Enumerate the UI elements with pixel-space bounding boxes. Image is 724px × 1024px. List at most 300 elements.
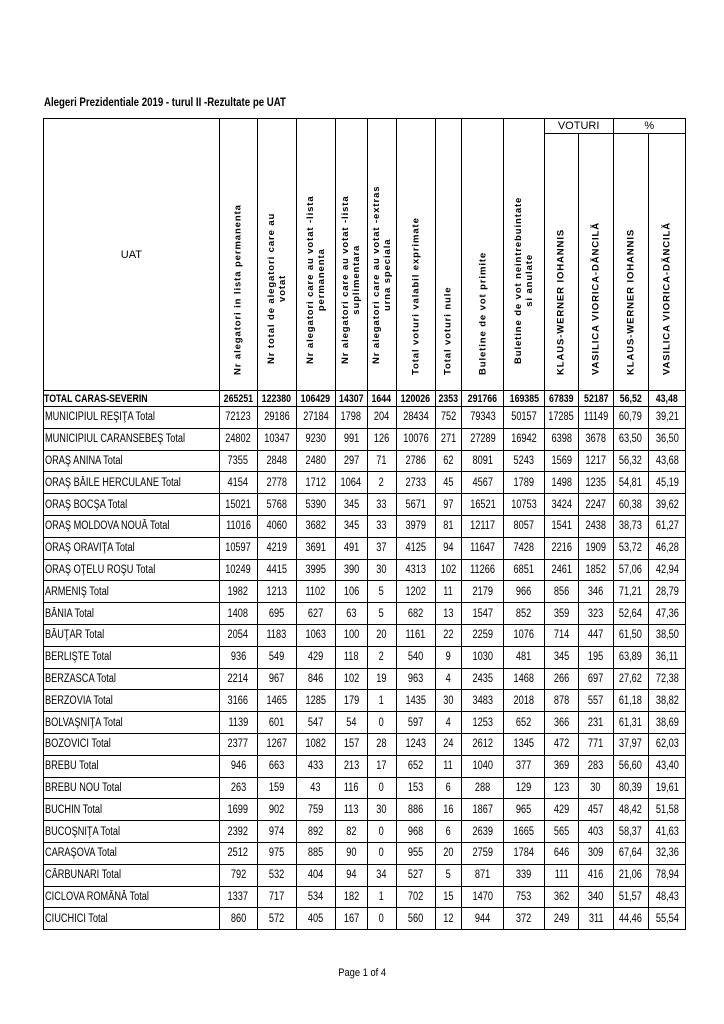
cell: 663	[257, 755, 296, 777]
cell: 1064	[335, 472, 367, 494]
cell: 48,42	[613, 799, 649, 821]
cell: 2214	[219, 668, 257, 690]
table-row	[44, 908, 686, 930]
cell: 4125	[396, 537, 435, 559]
cell: 48,43	[649, 886, 686, 908]
cell: 4415	[257, 559, 296, 581]
cell: 61,31	[613, 712, 649, 734]
cell: 17	[367, 755, 396, 777]
cell: 42,94	[649, 559, 686, 581]
cell: 94	[335, 864, 367, 886]
uat-name: BERZASCA Total	[44, 668, 220, 690]
cell: 2480	[296, 450, 335, 472]
cell: 28,79	[649, 581, 686, 603]
cell: 1569	[544, 450, 578, 472]
cell: 366	[544, 712, 578, 734]
cell: 0	[367, 908, 396, 930]
col-header: Nr alegatori care au votat -lista permanenta	[296, 119, 335, 391]
cell: 481	[504, 646, 544, 668]
uat-name: ORAŞ ANINA Total	[44, 450, 220, 472]
cell: 90	[335, 842, 367, 864]
page-title: Alegeri Prezidentiale 2019 - turul II -Rezultate pe UAT	[44, 97, 286, 109]
cell: 24	[435, 733, 461, 755]
cell: 846	[296, 668, 335, 690]
cell: 118	[335, 646, 367, 668]
col-header: KLAUS-WERNER IOHANNIS	[613, 134, 649, 391]
cell: 12117	[462, 515, 504, 537]
cell: 102	[435, 559, 461, 581]
table-row	[44, 755, 686, 777]
cell: 966	[504, 581, 544, 603]
cell: 1712	[296, 472, 335, 494]
cell: 50157	[504, 407, 544, 429]
cell: 682	[396, 603, 435, 625]
col-header: Buletine de vot neintrebuintate si anulate	[504, 119, 544, 391]
uat-name: MUNICIPIUL REŞIŢA Total	[44, 407, 220, 429]
cell: 94	[435, 537, 461, 559]
cell: 58,37	[613, 821, 649, 843]
cell: 714	[544, 624, 578, 646]
cell: 1982	[219, 581, 257, 603]
uat-name: CIUCHICI Total	[44, 908, 220, 930]
cell: 0	[367, 712, 396, 734]
cell: 30	[367, 559, 396, 581]
cell: 885	[296, 842, 335, 864]
cell: 1	[367, 690, 396, 712]
cell: 0	[367, 777, 396, 799]
cell: 63,89	[613, 646, 649, 668]
uat-name: ORAŞ BOCŞA Total	[44, 494, 220, 516]
cell: 852	[504, 603, 544, 625]
cell: 5	[367, 581, 396, 603]
cell: 11266	[462, 559, 504, 581]
cell: 1217	[579, 450, 613, 472]
uat-name: BERZOVIA Total	[44, 690, 220, 712]
cell: 2759	[462, 842, 504, 864]
cell: 116	[335, 777, 367, 799]
cell: 283	[579, 755, 613, 777]
cell: 472	[544, 733, 578, 755]
cell: 1102	[296, 581, 335, 603]
cell: 126	[367, 428, 396, 450]
table-row	[44, 515, 686, 537]
cell: 2259	[462, 624, 504, 646]
cell: 113	[335, 799, 367, 821]
table-row	[44, 428, 686, 450]
cell: 27184	[296, 407, 335, 429]
cell: 39,62	[649, 494, 686, 516]
cell: 2216	[544, 537, 578, 559]
uat-name: ORAŞ ORAVIŢA Total	[44, 537, 220, 559]
cell: 2	[367, 646, 396, 668]
cell: 72123	[219, 407, 257, 429]
cell: 1798	[335, 407, 367, 429]
cell: 369	[544, 755, 578, 777]
table-row	[44, 537, 686, 559]
cell: 120026	[396, 391, 435, 407]
cell: 2786	[396, 450, 435, 472]
cell: 54,81	[613, 472, 649, 494]
cell: 1541	[544, 515, 578, 537]
table-row	[44, 821, 686, 843]
cell: 1547	[462, 603, 504, 625]
table-row	[44, 603, 686, 625]
cell: 11149	[579, 407, 613, 429]
cell: 231	[579, 712, 613, 734]
cell: 213	[335, 755, 367, 777]
cell: 9	[435, 646, 461, 668]
cell: 1468	[504, 668, 544, 690]
cell: 122380	[257, 391, 296, 407]
cell: 8091	[462, 450, 504, 472]
cell: 43	[296, 777, 335, 799]
cell: 405	[296, 908, 335, 930]
cell: 2	[367, 472, 396, 494]
cell: 10753	[504, 494, 544, 516]
cell: 340	[579, 886, 613, 908]
table-row	[44, 712, 686, 734]
cell: 100	[335, 624, 367, 646]
cell: 2438	[579, 515, 613, 537]
table-row	[44, 777, 686, 799]
cell: 204	[367, 407, 396, 429]
cell: 79343	[462, 407, 504, 429]
votes-group-header: VOTURI	[544, 119, 613, 134]
cell: 3678	[579, 428, 613, 450]
cell: 1076	[504, 624, 544, 646]
cell: 167	[335, 908, 367, 930]
cell: 752	[435, 407, 461, 429]
cell: 61,18	[613, 690, 649, 712]
cell: 56,32	[613, 450, 649, 472]
cell: 2392	[219, 821, 257, 843]
cell: 2778	[257, 472, 296, 494]
cell: 15	[435, 886, 461, 908]
cell: 265251	[219, 391, 257, 407]
cell: 9230	[296, 428, 335, 450]
uat-name: ORAŞ BĂILE HERCULANE Total	[44, 472, 220, 494]
table-row	[44, 690, 686, 712]
cell: 1213	[257, 581, 296, 603]
cell: 60,38	[613, 494, 649, 516]
cell: 717	[257, 886, 296, 908]
cell: 63	[335, 603, 367, 625]
uat-name: CĂRBUNARI Total	[44, 864, 220, 886]
cell: 51,57	[613, 886, 649, 908]
cell: 3424	[544, 494, 578, 516]
cell: 1285	[296, 690, 335, 712]
cell: 2461	[544, 559, 578, 581]
cell: 30	[435, 690, 461, 712]
cell: 3979	[396, 515, 435, 537]
col-header: Nr total de alegatori care au votat	[257, 119, 296, 391]
cell: 16	[435, 799, 461, 821]
uat-name: BĂUŢAR Total	[44, 624, 220, 646]
cell: 403	[579, 821, 613, 843]
cell: 10076	[396, 428, 435, 450]
cell: 38,82	[649, 690, 686, 712]
cell: 5	[367, 603, 396, 625]
cell: 43,68	[649, 450, 686, 472]
cell: 771	[579, 733, 613, 755]
cell: 71,21	[613, 581, 649, 603]
cell: 311	[579, 908, 613, 930]
cell: 5768	[257, 494, 296, 516]
cell: 963	[396, 668, 435, 690]
cell: 33	[367, 515, 396, 537]
cell: 5390	[296, 494, 335, 516]
cell: 6	[435, 777, 461, 799]
cell: 309	[579, 842, 613, 864]
cell: 78,94	[649, 864, 686, 886]
cell: 429	[544, 799, 578, 821]
cell: 43,40	[649, 755, 686, 777]
cell: 372	[504, 908, 544, 930]
cell: 157	[335, 733, 367, 755]
col-header: Total voturi valabil exprimate	[396, 119, 435, 391]
uat-name: ORAŞ MOLDOVA NOUĂ Total	[44, 515, 220, 537]
cell: 345	[335, 494, 367, 516]
cell: 345	[544, 646, 578, 668]
cell: 72,38	[649, 668, 686, 690]
cell: 1	[367, 886, 396, 908]
cell: 753	[504, 886, 544, 908]
cell: 892	[296, 821, 335, 843]
cell: 1784	[504, 842, 544, 864]
table-row	[44, 864, 686, 886]
cell: 80,39	[613, 777, 649, 799]
cell: 1644	[367, 391, 396, 407]
cell: 17285	[544, 407, 578, 429]
cell: 1253	[462, 712, 504, 734]
cell: 102	[335, 668, 367, 690]
cell: 4	[435, 668, 461, 690]
cell: 1161	[396, 624, 435, 646]
cell: 547	[296, 712, 335, 734]
cell: 759	[296, 799, 335, 821]
cell: 45	[435, 472, 461, 494]
cell: 7428	[504, 537, 544, 559]
cell: 878	[544, 690, 578, 712]
cell: 30	[579, 777, 613, 799]
cell: 36,50	[649, 428, 686, 450]
uat-name: BERLIŞTE Total	[44, 646, 220, 668]
cell: 0	[367, 842, 396, 864]
cell: 2377	[219, 733, 257, 755]
total-row	[44, 391, 686, 407]
cell: 67839	[544, 391, 578, 407]
cell: 21,06	[613, 864, 649, 886]
table-row	[44, 886, 686, 908]
cell: 2353	[435, 391, 461, 407]
cell: 447	[579, 624, 613, 646]
cell: 702	[396, 886, 435, 908]
cell: 646	[544, 842, 578, 864]
cell: 991	[335, 428, 367, 450]
table-row	[44, 559, 686, 581]
cell: 2179	[462, 581, 504, 603]
cell: 27289	[462, 428, 504, 450]
cell: 532	[257, 864, 296, 886]
cell: 1470	[462, 886, 504, 908]
cell: 46,28	[649, 537, 686, 559]
cell: 28	[367, 733, 396, 755]
cell: 4060	[257, 515, 296, 537]
cell: 45,19	[649, 472, 686, 494]
cell: 2018	[504, 690, 544, 712]
cell: 627	[296, 603, 335, 625]
cell: 62	[435, 450, 461, 472]
cell: 288	[462, 777, 504, 799]
cell: 1909	[579, 537, 613, 559]
cell: 695	[257, 603, 296, 625]
cell: 565	[544, 821, 578, 843]
cell: 19,61	[649, 777, 686, 799]
cell: 11647	[462, 537, 504, 559]
cell: 34	[367, 864, 396, 886]
cell: 179	[335, 690, 367, 712]
cell: 22	[435, 624, 461, 646]
cell: 652	[396, 755, 435, 777]
cell: 7355	[219, 450, 257, 472]
cell: 97	[435, 494, 461, 516]
cell: 10249	[219, 559, 257, 581]
cell: 297	[335, 450, 367, 472]
cell: 1030	[462, 646, 504, 668]
table-row	[44, 494, 686, 516]
cell: 0	[367, 821, 396, 843]
cell: 106	[335, 581, 367, 603]
cell: 1267	[257, 733, 296, 755]
cell: 38,73	[613, 515, 649, 537]
uat-name: ARMENIŞ Total	[44, 581, 220, 603]
cell: 6851	[504, 559, 544, 581]
cell: 6	[435, 821, 461, 843]
cell: 60,79	[613, 407, 649, 429]
cell: 1867	[462, 799, 504, 821]
cell: 52,64	[613, 603, 649, 625]
table-row	[44, 646, 686, 668]
cell: 41,63	[649, 821, 686, 843]
cell: 61,50	[613, 624, 649, 646]
cell: 968	[396, 821, 435, 843]
cell: 4154	[219, 472, 257, 494]
cell: 15021	[219, 494, 257, 516]
cell: 63,50	[613, 428, 649, 450]
cell: 82	[335, 821, 367, 843]
cell: 249	[544, 908, 578, 930]
cell: 129	[504, 777, 544, 799]
cell: 159	[257, 777, 296, 799]
cell: 936	[219, 646, 257, 668]
cell: 5	[435, 864, 461, 886]
cell: 377	[504, 755, 544, 777]
cell: 2639	[462, 821, 504, 843]
cell: 123	[544, 777, 578, 799]
cell: 860	[219, 908, 257, 930]
cell: 1852	[579, 559, 613, 581]
col-header: Total voturi nule	[435, 119, 461, 391]
col-header: KLAUS-WERNER IOHANNIS	[544, 134, 578, 391]
cell: 416	[579, 864, 613, 886]
cell: 1202	[396, 581, 435, 603]
cell: 946	[219, 755, 257, 777]
cell: 27,62	[613, 668, 649, 690]
cell: 38,69	[649, 712, 686, 734]
cell: 5671	[396, 494, 435, 516]
cell: 32,36	[649, 842, 686, 864]
uat-header: UAT	[44, 119, 220, 391]
cell: 1337	[219, 886, 257, 908]
cell: 1063	[296, 624, 335, 646]
cell: 534	[296, 886, 335, 908]
cell: 51,58	[649, 799, 686, 821]
col-header: VASILICA VIORICA-DĂNCILĂ	[579, 134, 613, 391]
cell: 652	[504, 712, 544, 734]
cell: 1435	[396, 690, 435, 712]
cell: 3995	[296, 559, 335, 581]
cell: 1345	[504, 733, 544, 755]
results-table	[43, 118, 686, 930]
table-row	[44, 472, 686, 494]
cell: 871	[462, 864, 504, 886]
cell: 974	[257, 821, 296, 843]
cell: 856	[544, 581, 578, 603]
uat-name: ORAŞ OŢELU ROŞU Total	[44, 559, 220, 581]
cell: 11	[435, 755, 461, 777]
cell: 37,97	[613, 733, 649, 755]
cell: 1235	[579, 472, 613, 494]
cell: 1243	[396, 733, 435, 755]
cell: 1082	[296, 733, 335, 755]
cell: 902	[257, 799, 296, 821]
cell: 33	[367, 494, 396, 516]
cell: 14307	[335, 391, 367, 407]
cell: 560	[396, 908, 435, 930]
cell: 345	[335, 515, 367, 537]
cell: 2733	[396, 472, 435, 494]
page-footer: Page 1 of 4	[338, 967, 386, 979]
cell: 540	[396, 646, 435, 668]
table-row	[44, 733, 686, 755]
cell: 271	[435, 428, 461, 450]
table-row	[44, 624, 686, 646]
cell: 323	[579, 603, 613, 625]
cell: 601	[257, 712, 296, 734]
uat-name: TOTAL CARAS-SEVERIN	[44, 391, 220, 407]
cell: 106429	[296, 391, 335, 407]
cell: 3483	[462, 690, 504, 712]
cell: 5243	[504, 450, 544, 472]
cell: 1498	[544, 472, 578, 494]
cell: 429	[296, 646, 335, 668]
uat-name: BREBU NOU Total	[44, 777, 220, 799]
uat-name: BĂNIA Total	[44, 603, 220, 625]
cell: 346	[579, 581, 613, 603]
cell: 1139	[219, 712, 257, 734]
cell: 37	[367, 537, 396, 559]
cell: 263	[219, 777, 257, 799]
cell: 169385	[504, 391, 544, 407]
cell: 38,50	[649, 624, 686, 646]
cell: 8057	[504, 515, 544, 537]
cell: 13	[435, 603, 461, 625]
cell: 19	[367, 668, 396, 690]
cell: 955	[396, 842, 435, 864]
col-header: Nr alegatori care au votat -extras urna speciala	[367, 119, 396, 391]
uat-name: MUNICIPIUL CARANSEBEŞ Total	[44, 428, 220, 450]
cell: 3166	[219, 690, 257, 712]
